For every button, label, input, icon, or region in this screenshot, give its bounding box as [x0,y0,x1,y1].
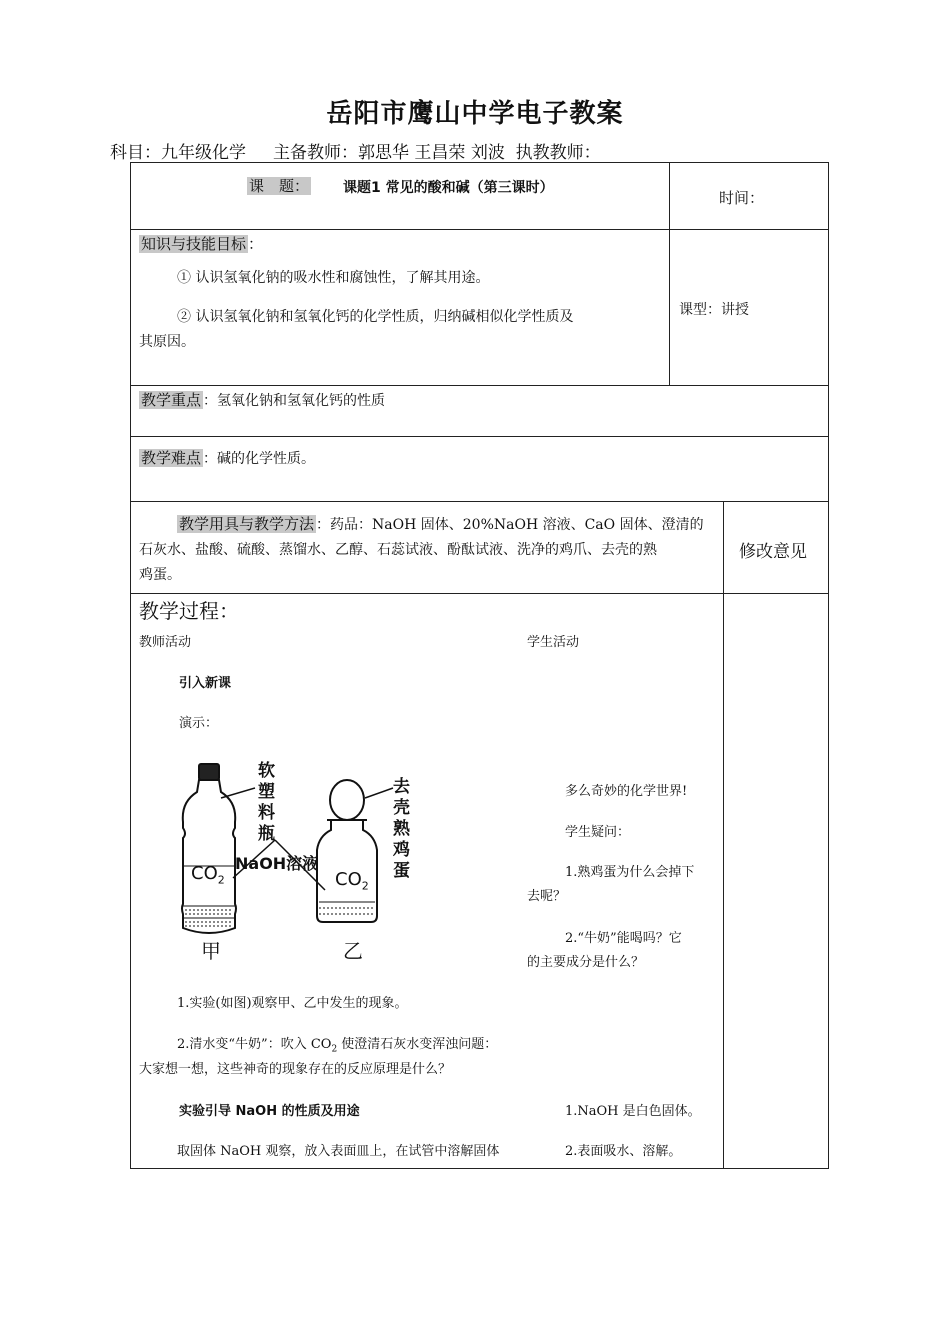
teacher-step-1: 1.实验(如图)观察甲、乙中发生的现象。 [177,996,408,1011]
student-remark: 多么奇妙的化学世界! [565,784,688,799]
student-question-label: 学生疑问： [565,825,631,840]
col-divider [723,501,724,1169]
tools-line-2: 石灰水、盐酸、硫酸、蒸馏水、乙醇、石蕊试液、酚酞试液、洗净的鸡爪、去壳的熟 [139,542,657,558]
label-yi: 乙 [343,939,363,963]
experiment-heading: 实验引导 NaOH 的性质及用途 [179,1104,360,1119]
topic-text: 课题1 常见的酸和碱（第三课时） [343,180,554,196]
topic-label: 课 题： [249,177,310,195]
key-point: 教学重点 ：氢氧化钠和氢氧化钙的性质 [141,391,386,409]
lesson-type: 课型：讲授 [679,302,749,318]
subject-value: 九年级化学 [161,143,246,163]
process-heading: 教学过程： [139,599,239,623]
label-jia: 甲 [201,939,221,963]
meta-line [110,138,601,163]
prep-teachers: 郭思华 王昌荣 刘波 [358,143,505,163]
bottle-pointer [221,788,255,798]
goals-heading: 知识与技能目标 ： [141,235,264,253]
prep-label: 主备教师： [273,143,359,163]
page-title: 岳阳市鹰山中学电子教案 [326,99,624,129]
student-question-2-cont: 的主要成分是什么？ [527,955,645,970]
naoh-label: NaOH溶液 [235,854,319,873]
revision-label: 修改意见 [739,542,807,562]
student-observation-2: 2.表面吸水、溶解。 [565,1144,682,1159]
goal-item-1: ① 认识氢氧化钠的吸水性和腐蚀性，了解其用途。 [177,270,490,286]
intro-heading: 引入新课 [179,676,232,691]
goal-item-2: ② 认识氢氧化钠和氢氧化钙的化学性质，归纳碱相似化学性质及 [177,309,574,325]
egg-pointer [365,788,393,798]
row-divider [131,436,828,437]
student-column-header: 学生活动 [527,635,580,650]
egg-label: 去壳熟鸡蛋 [393,777,410,881]
teacher-step-2: 2.清水变“牛奶”：吹入 $CO_2$ 使澄清石灰水变浑浊问题： [177,1037,498,1055]
demo-label: 演示： [179,716,219,731]
subject-label: 科目： [110,143,161,163]
time-label: 时间： [719,189,765,207]
bottle-label: 软塑料瓶 [258,761,275,844]
tools-line-3: 鸡蛋。 [139,567,181,583]
goal-item-2-cont: 其原因。 [139,334,195,350]
lesson-table [130,162,829,1169]
student-observation-1: 1.NaOH 是白色固体。 [565,1104,701,1119]
tools-line-1: 教学用具与教学方法 ：药品：NaOH 固体、20%NaOH 溶液、CaO 固体、澄清的 [179,515,704,533]
soft-plastic-bottle [182,764,236,933]
difficulty: 教学难点 ：碱的化学性质。 [141,449,316,467]
teach-label: 执教教师： [515,143,601,163]
student-question-1-cont: 去呢？ [527,889,567,904]
student-question-1: 1.熟鸡蛋为什么会掉下 [565,865,695,880]
student-question-2: 2.“牛奶”能喝吗？它 [565,931,682,946]
teacher-question: 大家想一想，这些神奇的现象存在的反应原理是什么？ [139,1062,452,1077]
col-divider [669,163,670,385]
teacher-column-header: 教师活动 [139,635,192,650]
row-divider [131,229,828,230]
jar [317,780,377,922]
co2-right: $CO_2$ [335,869,369,893]
naoh-solution-right [319,902,375,914]
row-divider [131,385,828,386]
co2-left: $CO_2$ [191,863,225,887]
experiment-text: 取固体 NaOH 观察，放入表面皿上，在试管中溶解固体 [177,1144,500,1159]
